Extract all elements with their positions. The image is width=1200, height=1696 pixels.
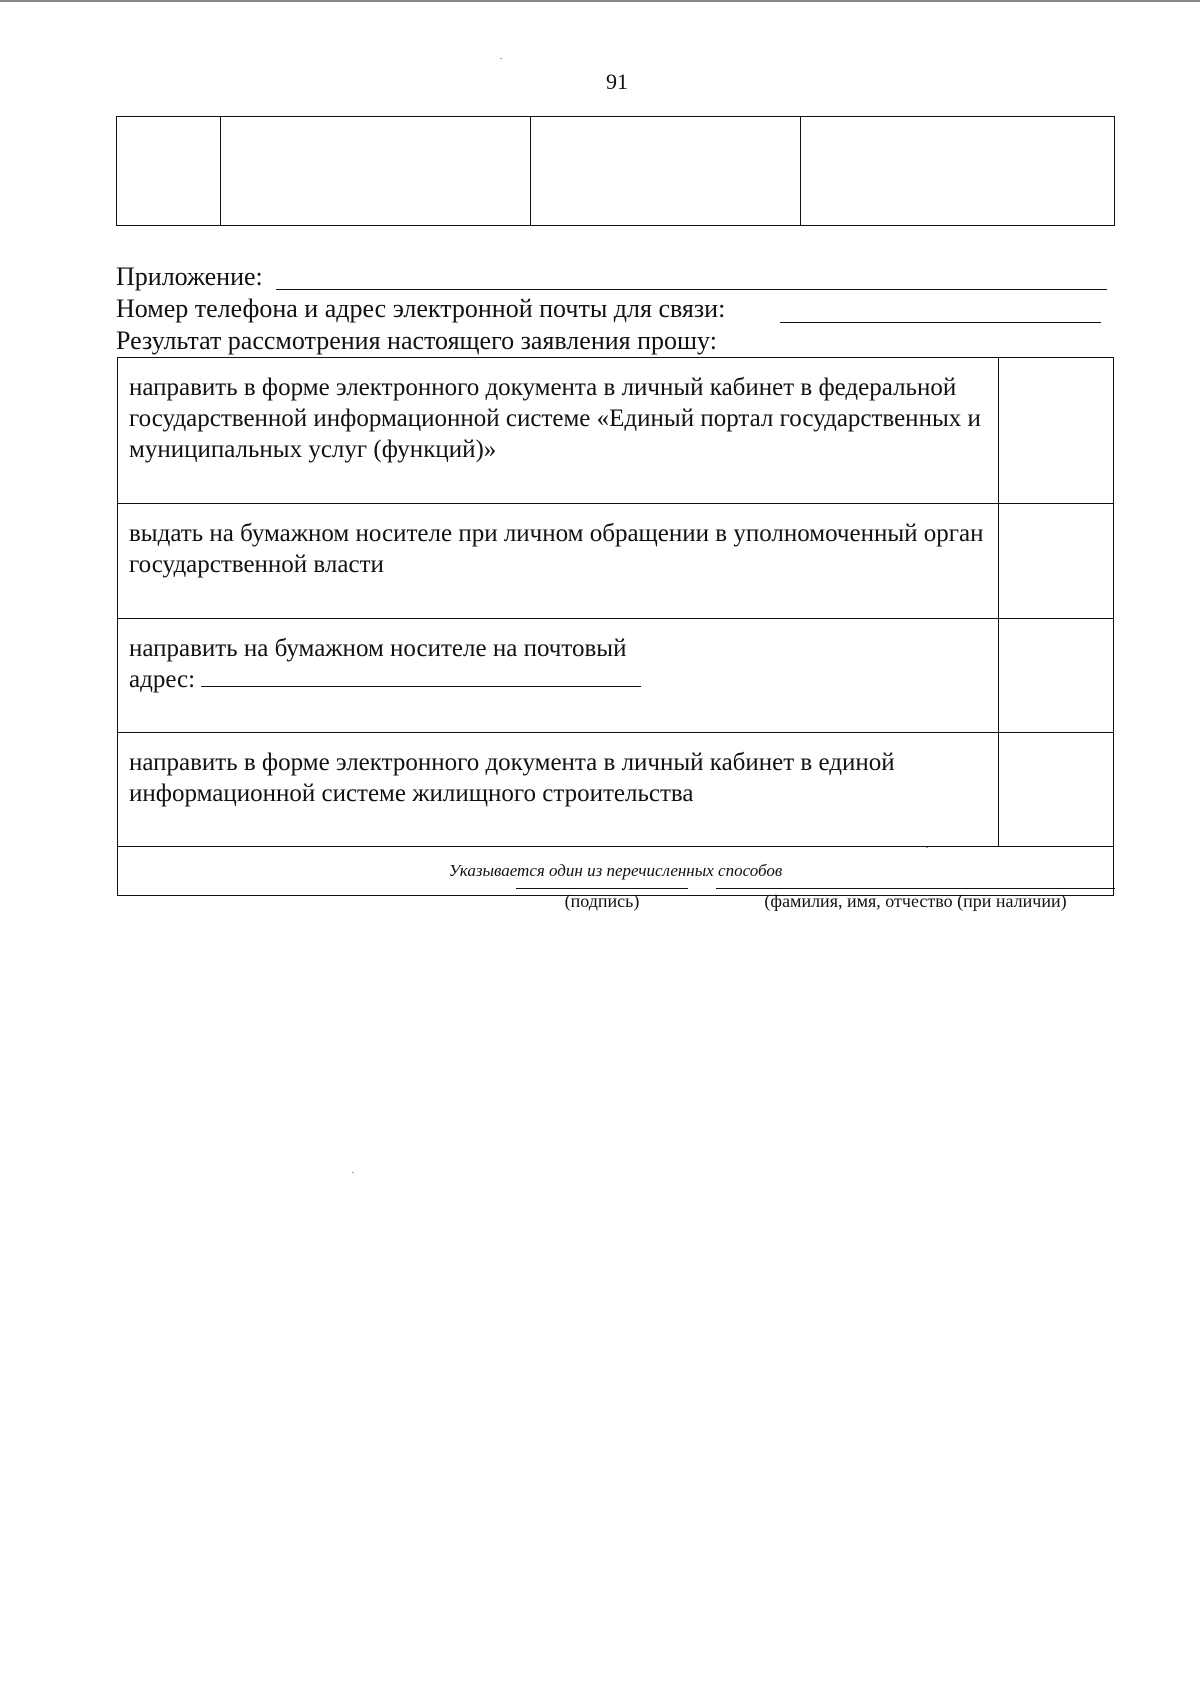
scan-speck [352,1172,354,1173]
option-text-paper-mail-line2 [129,664,988,695]
table-cell [117,117,221,226]
table-cell [801,117,1115,226]
option-row [118,504,1114,619]
scan-speck [500,58,502,59]
options-note: Указывается один из перечисленных способов [118,847,1114,896]
continued-table [116,116,1115,226]
attachment-field[interactable] [276,289,1107,290]
option-text-paper-mail [118,619,999,733]
page-number: 91 [606,69,628,94]
scan-speck [926,847,928,848]
option-row [118,733,1114,847]
contact-field[interactable] [780,322,1101,323]
result-label: Результат рассмотрения настоящего заявления прошу: [116,326,717,355]
table-cell [531,117,801,226]
option-text-paper-in-person: выдать на бумажном носителе при личном обращении в уполномоченный орган государственной власти [118,504,999,619]
option-row [118,619,1114,733]
signature-caption: (подпись) [564,891,640,911]
name-line[interactable] [716,888,1115,889]
table-row [117,117,1115,226]
attachment-label: Приложение: [116,262,263,291]
postal-address-label: адрес: [129,666,196,693]
option-checkbox-paper-in-person[interactable] [999,504,1114,619]
delivery-options-table [117,357,1114,896]
option-checkbox-paper-mail[interactable] [999,619,1114,733]
option-row [118,358,1114,504]
scan-top-edge [0,0,1200,2]
contact-label: Номер телефона и адрес электронной почты для связи: [116,294,726,323]
name-caption: (фамилия, имя, отчество (при наличии) [764,891,1067,911]
option-checkbox-electronic-epgu[interactable] [999,358,1114,504]
postal-address-field[interactable] [201,664,641,687]
table-cell [221,117,531,226]
option-text-electronic-eisgs: направить в форме электронного документа в личный кабинет в единой информационной системе жилищного строительства [118,733,999,847]
option-text-electronic-epgu: направить в форме электронного документа в личный кабинет в федеральной государственной информационной системе «Единый портал государственных и муниципальных услуг (функций)» [118,358,999,504]
option-text-paper-mail-line1: направить на бумажном носителе на почтовый [129,635,627,662]
option-checkbox-electronic-eisgs[interactable] [999,733,1114,847]
signature-line[interactable] [516,888,688,889]
